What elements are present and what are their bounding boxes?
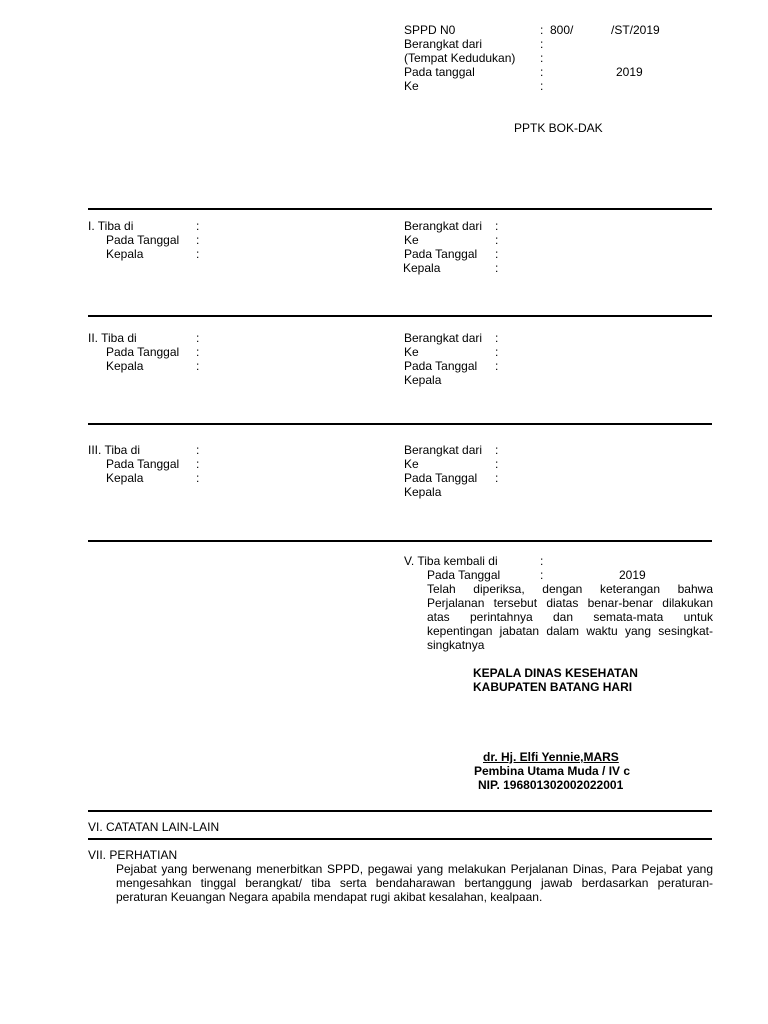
colon: : [495, 345, 499, 359]
kepala-label: Kepala [106, 471, 144, 485]
tiba-di-label: III. Tiba di [88, 443, 141, 457]
ke-label: Ke [404, 79, 419, 93]
sppd-number-suffix: /ST/2019 [611, 23, 660, 37]
kepala-label: Kepala [106, 247, 144, 261]
colon: : [196, 331, 200, 345]
statement-line: singkatnya [427, 638, 485, 652]
sppd-number-label: SPPD N0 [404, 23, 456, 37]
colon: : [196, 219, 200, 233]
colon: : [495, 261, 499, 275]
pptk-label: PPTK BOK-DAK [514, 121, 603, 135]
catatan-lain-label: VI. CATATAN LAIN-LAIN [88, 820, 220, 834]
pada-tanggal-label: Pada Tanggal [427, 568, 501, 582]
colon: : [540, 65, 544, 79]
pada-tanggal-value: 2019 [616, 65, 643, 79]
pada-tanggal-label: Pada Tanggal [106, 233, 180, 247]
colon: : [495, 233, 499, 247]
colon: : [495, 471, 499, 485]
perhatian-label: VII. PERHATIAN [88, 848, 178, 862]
colon: : [495, 359, 499, 373]
berangkat-dari-label: Berangkat dari [404, 443, 483, 457]
tempat-kedudukan-label: (Tempat Kedudukan) [404, 51, 516, 65]
statement-line: Telah diperiksa, dengan keterangan bahwa [427, 582, 713, 596]
divider [88, 208, 712, 210]
colon: : [196, 247, 200, 261]
statement-line: Perjalanan tersebut diatas benar-benar dilakukan [427, 596, 713, 610]
divider [88, 838, 712, 840]
colon: : [196, 345, 200, 359]
kepala-label: Kepala [106, 359, 144, 373]
ke-label: Ke [404, 345, 419, 359]
berangkat-dari-label: Berangkat dari [404, 37, 483, 51]
kepala-label: Kepala [404, 373, 442, 387]
tiba-di-label: I. Tiba di [88, 219, 134, 233]
divider [88, 423, 712, 425]
signatory-rank: Pembina Utama Muda / IV c [474, 764, 631, 778]
kepala-label: Kepala [403, 261, 441, 275]
pada-tanggal-label: Pada Tanggal [106, 457, 180, 471]
colon: : [540, 23, 544, 37]
signatory-nip: NIP. 196801302002022001 [478, 778, 624, 792]
ke-label: Ke [404, 457, 419, 471]
colon: : [196, 457, 200, 471]
colon: : [495, 247, 499, 261]
divider [88, 315, 712, 317]
colon: : [196, 233, 200, 247]
berangkat-dari-label: Berangkat dari [404, 219, 483, 233]
signatory-name: dr. Hj. Elfi Yennie,MARS [483, 750, 619, 764]
perhatian-line: mengesahkan tinggal berangkat/ tiba serta bendaharawan bertanggung jawab berdasarkan peraturan- [116, 876, 713, 890]
kepala-label: Kepala [404, 485, 442, 499]
berangkat-dari-label: Berangkat dari [404, 331, 483, 345]
ke-label: Ke [404, 233, 419, 247]
colon: : [196, 443, 200, 457]
colon: : [540, 37, 544, 51]
divider [88, 540, 712, 542]
divider [88, 810, 712, 812]
office-subtitle: KABUPATEN BATANG HARI [473, 680, 633, 694]
colon: : [495, 219, 499, 233]
pada-tanggal-label: Pada Tanggal [404, 471, 478, 485]
colon: : [540, 51, 544, 65]
colon: : [540, 568, 544, 582]
tiba-kembali-label: V. Tiba kembali di [404, 554, 498, 568]
colon: : [540, 554, 544, 568]
tiba-di-label: II. Tiba di [88, 331, 137, 345]
perhatian-line: peraturan Keuangan Negara apabila mendapat rugi akibat kesalahan, kealpaan. [116, 890, 543, 904]
statement-line: atas perintahnya dan semata-mata untuk [427, 610, 713, 624]
pada-tanggal-label: Pada Tanggal [404, 359, 478, 373]
sppd-number-value: 800/ [550, 23, 574, 37]
colon: : [196, 359, 200, 373]
colon: : [495, 457, 499, 471]
colon: : [540, 79, 544, 93]
office-title: KEPALA DINAS KESEHATAN [473, 666, 638, 680]
pada-tanggal-value: 2019 [619, 568, 646, 582]
pada-tanggal-label: Pada Tanggal [404, 247, 478, 261]
colon: : [495, 331, 499, 345]
pada-tanggal-label: Pada tanggal [404, 65, 475, 79]
perhatian-line: Pejabat yang berwenang menerbitkan SPPD, pegawai yang melakukan Perjalanan Dinas, Para Pejabat yang [116, 862, 713, 876]
statement-line: kepentingan jabatan dalam waktu yang sesingkat- [427, 624, 713, 638]
pada-tanggal-label: Pada Tanggal [106, 345, 180, 359]
colon: : [495, 443, 499, 457]
colon: : [196, 471, 200, 485]
